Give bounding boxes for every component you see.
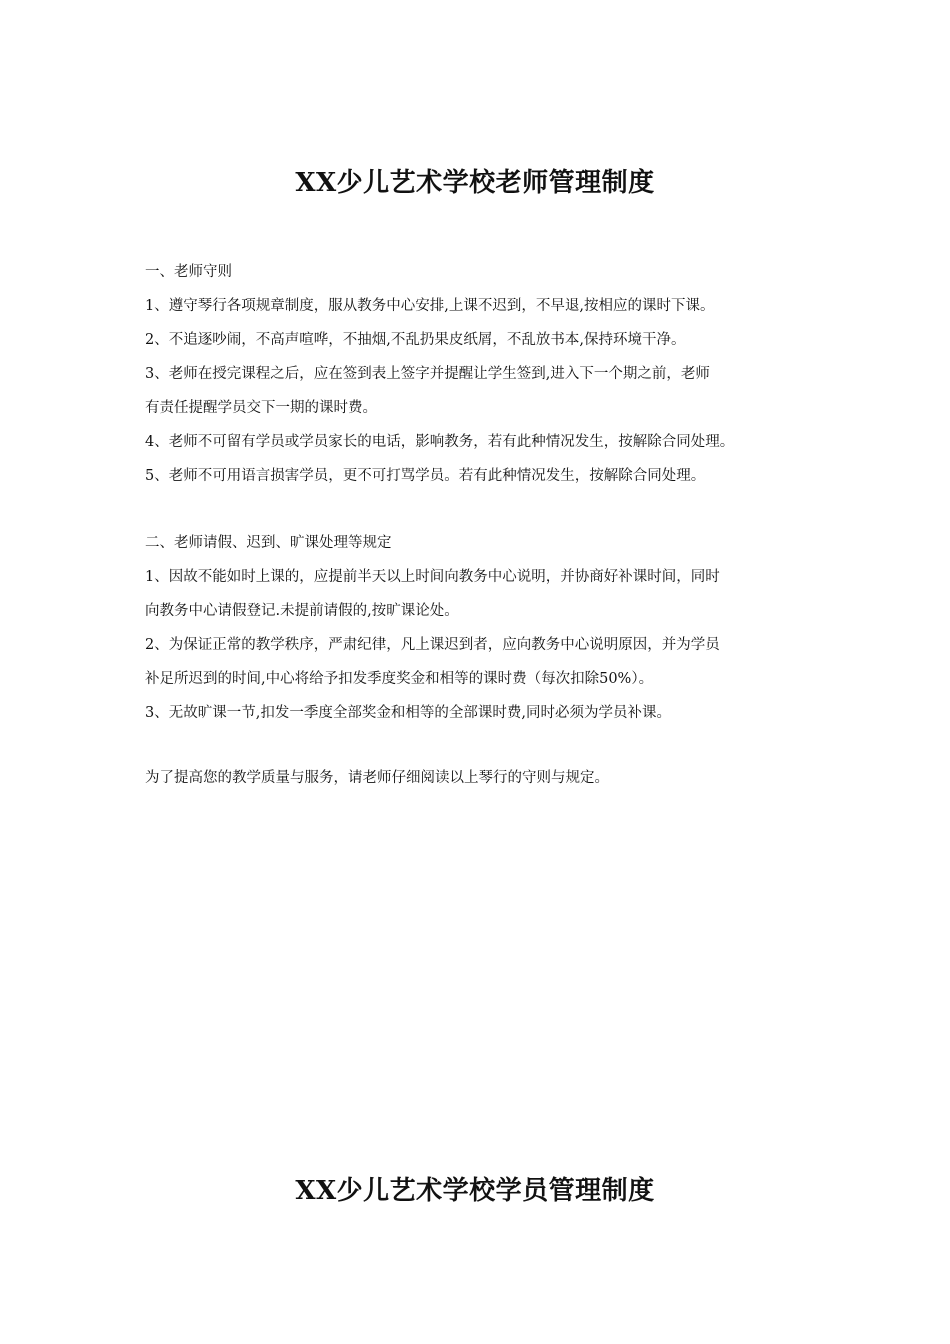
closing-note: 为了提高您的教学质量与服务，请老师仔细阅读以上琴行的守则与规定。 — [145, 770, 609, 786]
paragraph-spacer — [145, 493, 825, 526]
rule-item-continuation: 补足所迟到的时间,中心将给予扣发季度奖金和相等的课时费（每次扣除50%）。 — [145, 671, 654, 687]
rule-item-continuation: 向教务中心请假登记.未提前请假的,按旷课论处。 — [145, 603, 459, 619]
section-heading: 二、老师请假、迟到、旷课处理等规定 — [145, 535, 392, 551]
document-body — [145, 255, 825, 795]
section-heading: 一、老师守则 — [145, 264, 232, 280]
section-leave-rules — [145, 526, 825, 730]
document-title-student: XX少儿艺术学校学员管理制度 — [295, 1176, 655, 1206]
rule-item: 1、因故不能如时上课的，应提前半天以上时间向教务中心说明，并协商好补课时间，同时 — [145, 569, 720, 585]
rule-item: 5、老师不可用语言损害学员，更不可打骂学员。若有此种情况发生，按解除合同处理。 — [145, 468, 706, 484]
rule-item: 2、不追逐吵闹，不高声喧哗，不抽烟,不乱扔果皮纸屑，不乱放书本,保持环境干净。 — [145, 332, 686, 348]
rule-item: 3、老师在授完课程之后，应在签到表上签字并提醒让学生签到,进入下一个期之前，老师 — [145, 366, 710, 382]
document-title-teacher: XX少儿艺术学校老师管理制度 — [295, 168, 655, 198]
section-teacher-rules — [145, 255, 825, 493]
rule-item-continuation: 有责任提醒学员交下一期的课时费。 — [145, 400, 377, 416]
rule-item: 1、遵守琴行各项规章制度，服从教务中心安排,上课不迟到，不早退,按相应的课时下课。 — [145, 298, 715, 314]
paragraph-spacer — [145, 730, 825, 761]
rule-item: 4、老师不可留有学员或学员家长的电话，影响教务，若有此种情况发生，按解除合同处理。 — [145, 434, 735, 450]
rule-item: 2、为保证正常的教学秩序，严肃纪律，凡上课迟到者，应向教务中心说明原因，并为学员 — [145, 637, 720, 653]
rule-item: 3、无故旷课一节,扣发一季度全部奖金和相等的全部课时费,同时必须为学员补课。 — [145, 705, 671, 721]
